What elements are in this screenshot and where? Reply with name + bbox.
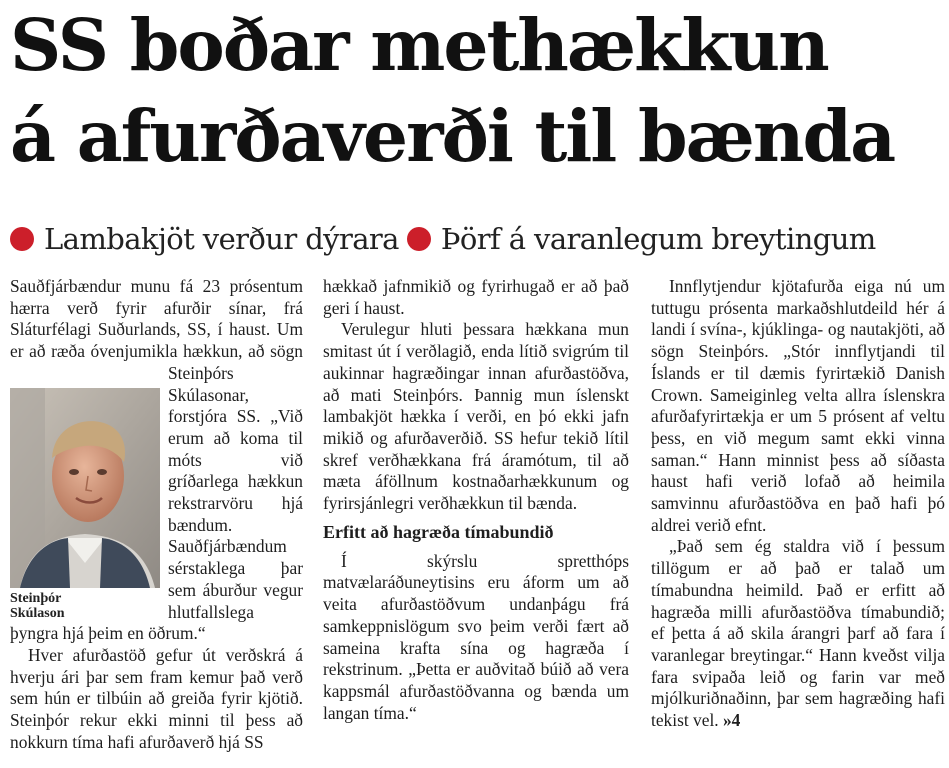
subheading-1-text: Lambakjöt verður dýrara — [44, 222, 399, 256]
article-paragraph — [651, 536, 945, 731]
red-bullet-icon — [407, 227, 431, 251]
article-column-3 — [651, 276, 945, 732]
caption-line-1: Steinþór — [10, 591, 62, 606]
red-bullet-icon — [10, 227, 34, 251]
article-paragraph: Í skýrslu spretthóps matvælaráðuneytisins eru áform um að veita afurðastöðvum undanþágu frá samkeppnislögum svo þeim verði fært að sameina krafta sína og hagræða í rekstrinum. „Þetta er auðvitað búið að vera kappsmál afurðastöðvanna og bænda um langan tíma.“ — [323, 550, 629, 723]
headline — [10, 0, 945, 182]
continued-on-page-marker: »4 — [722, 710, 741, 731]
subheading-2 — [407, 222, 876, 256]
subheadings — [10, 218, 945, 260]
article-paragraph: hækkað jafnmikið og fyrirhugað er að það geri í haust. — [323, 276, 629, 318]
subheading-1 — [10, 222, 399, 256]
crosshead: Erfitt að hagræða tímabundið — [323, 521, 554, 542]
subheading-2-text: Þörf á varanlegum breytingum — [440, 222, 876, 256]
article-column-2 — [323, 276, 629, 724]
headline-line-2: á afurðaverði til bænda — [10, 94, 895, 178]
article-paragraph — [10, 276, 303, 645]
article-text: Sauðfjárbændur munu fá 23 prósentum hærra verð fyrir afurðir sínar, frá Sláturfélagi Suðurlands, SS, í haust. Um er að ræða óvenjumikla hækkun, að sögn Steinþórs Skúlasonar, forstjóra SS. „Við erum að koma til móts við gríðarlega hækkun rekstrarvöru hjá bændum. Sauðfjárbændum sérstaklega þar sem áburður vegur hlutfallslega þyngra hjá þeim en öðrum.“ — [10, 276, 303, 644]
article-column-1 — [10, 276, 303, 753]
article-text: „Það sem ég staldra við í þessum tillögum er að það er talað um tímabundna heimild. Það er erfitt að hagræða milli afurðastöðva tímabundið; ef þetta á að skila árangri þarf að fara í varanlegar breytingar.“ Hann kveðst vilja fara svipaða leið og farin var með mjólkuriðnaðinn, þar sem hagræðing hafi tekist vel. — [651, 536, 945, 731]
caption-line-2: Skúlason — [10, 606, 65, 621]
article-paragraph: Hver afurðastöð gefur út verðskrá á hverju ári þar sem fram kemur það verð sem hún er tilbúin að greiða fyrir kjötið. Steinþór rekur ekki minni til þess að nokkurn tíma hafi afurðaverð hjá SS — [10, 644, 303, 752]
col1-flow — [10, 276, 303, 753]
article-paragraph: Innflytjendur kjötafurða eiga nú um tuttugu prósenta markaðshlutdeild hér á landi í svína-, kjúklinga- og nautakjöti, að sögn Steinþórs. „Stór innflytjandi til Íslands er til dæmis fyrirtækið Danish Crown. Sameiginleg velta allra íslenskra afurðafyrirtækja er um 5 prósent af veltu þess, en við megum samt ekki vinna saman.“ Hann minnist þess að síðasta haust hafi verið lofað að heimila samvinnu afurðastöðva en það hafi þó aldrei verið efnt. — [651, 276, 945, 535]
headline-line-1: SS boðar methækkun — [10, 3, 828, 87]
article-paragraph: Verulegur hluti þessara hækkana mun smitast út í verðlagið, enda lítið svigrúm til aukinnar hagræðingar innan afurðastöðva, að mati Steinþórs. Þannig mun íslenskt lambakjöt hækka í verði, en þó ekki jafn mikið og afurðaverðið. SS hefur tekið lítil skref verðhækkana frá áramótum, til að mæta áföllnum kostnaðarhækkunum og fyrirsjánlegri verðhækkun til bænda. — [323, 319, 629, 514]
